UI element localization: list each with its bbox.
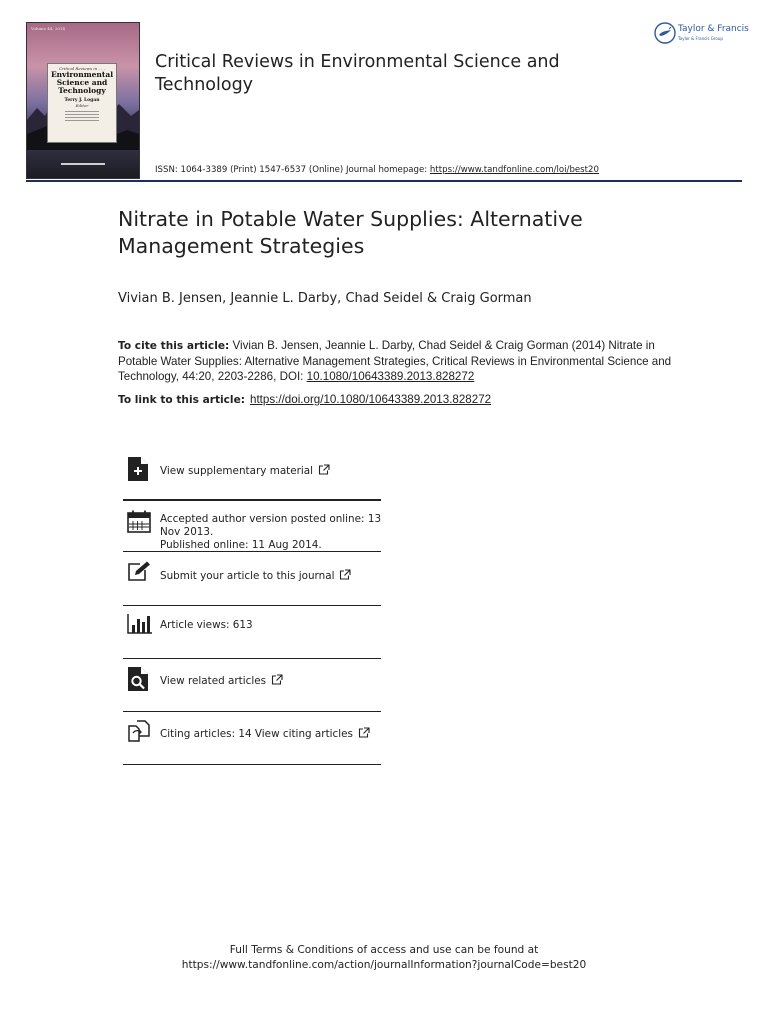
submit-article-label: Submit your article to this journal xyxy=(160,570,335,582)
cite-text: Vivian B. Jensen, Jeannie L. Darby, Chad Seidel & Craig Gorman (2014) Nitrate in Potable Water Supplies: Alternative Management Strategies, Critical Reviews in Environmental Science and Technology, 44:20, 2203-2286, DOI: xyxy=(118,339,672,383)
info-divider xyxy=(123,551,381,552)
cover-card-lines xyxy=(65,111,99,121)
related-articles-link[interactable] xyxy=(160,674,283,688)
supplementary-material-link[interactable] xyxy=(160,464,330,478)
submit-article-row[interactable] xyxy=(123,558,381,598)
article-doi-url-link[interactable]: https://doi.org/10.1080/10643389.2013.828272 xyxy=(250,393,492,406)
terms-footer xyxy=(0,943,768,973)
cover-title-line-3: Technology xyxy=(58,86,106,95)
issn-line xyxy=(155,165,599,175)
citing-articles-row[interactable] xyxy=(123,718,381,758)
published-date: Published online: 11 Aug 2014. xyxy=(160,538,322,551)
external-link-icon xyxy=(318,464,330,475)
cover-editor: Terry J. Logan xyxy=(64,98,100,103)
external-link-icon xyxy=(271,674,283,685)
cover-title-card xyxy=(47,63,117,143)
related-articles-label: View related articles xyxy=(160,675,267,687)
citing-articles-link[interactable] xyxy=(160,727,370,741)
publication-dates-text xyxy=(160,513,382,551)
info-divider xyxy=(123,658,381,659)
edit-icon xyxy=(127,560,152,582)
journal-homepage-link[interactable]: https://www.tandfonline.com/loi/best20 xyxy=(429,165,599,175)
link-label: To link to this article: xyxy=(118,394,245,406)
info-divider xyxy=(123,764,381,765)
cite-label: To cite this article: xyxy=(118,340,230,352)
article-views-text: Article views: 613 xyxy=(160,619,253,631)
supplementary-material-row[interactable] xyxy=(123,456,381,484)
cover-volume-text: Volume 44, 2014 xyxy=(31,26,66,31)
cover-title-line-2: Science and xyxy=(56,78,108,87)
journal-cover-image xyxy=(26,22,140,179)
info-divider xyxy=(123,711,381,712)
cover-title-line-1: Environmental xyxy=(50,70,114,79)
publisher-group: Taylor & Francis Group xyxy=(678,36,723,41)
document-search-icon xyxy=(127,666,149,692)
footer-terms-text: Full Terms & Conditions of access and use can be found at xyxy=(229,944,539,956)
article-authors: Vivian B. Jensen, Jeannie L. Darby, Chad Seidel & Craig Gorman xyxy=(118,291,532,306)
bar-chart-icon xyxy=(127,613,153,635)
citing-articles-label: Citing articles: 14 View citing articles xyxy=(160,728,353,740)
article-link-block xyxy=(118,393,678,406)
taylor-francis-lamp-icon xyxy=(654,22,676,44)
citing-documents-icon xyxy=(127,720,151,742)
article-title: Nitrate in Potable Water Supplies: Alternative Management Strategies xyxy=(118,207,583,258)
doi-link[interactable]: 10.1080/10643389.2013.828272 xyxy=(306,370,475,383)
external-link-icon xyxy=(339,569,351,580)
info-divider xyxy=(123,605,381,606)
submit-article-link[interactable] xyxy=(160,569,351,583)
document-plus-icon xyxy=(127,456,149,482)
supplementary-material-label: View supplementary material xyxy=(160,465,314,477)
header-divider xyxy=(26,180,742,182)
publisher-name: Taylor & Francis xyxy=(678,24,749,34)
publication-dates-row xyxy=(123,506,381,552)
related-articles-row[interactable] xyxy=(123,664,381,704)
info-divider xyxy=(123,499,381,501)
calendar-icon xyxy=(127,510,151,533)
footer-terms-url[interactable]: https://www.tandfonline.com/action/journalInformation?journalCode=best20 xyxy=(181,959,587,971)
cover-publisher-mark xyxy=(61,162,105,167)
external-link-icon xyxy=(358,727,370,738)
journal-title: Critical Reviews in Environmental Science and Technology xyxy=(155,52,560,95)
article-views-row xyxy=(123,611,381,651)
cover-card-small-text: Critical Reviews in . . . xyxy=(59,66,105,71)
cover-editor-role: Editor xyxy=(75,103,89,108)
accepted-date: Accepted author version posted online: 13 Nov 2013. xyxy=(160,513,382,538)
citation-block xyxy=(118,338,678,384)
issn-text: ISSN: 1064-3389 (Print) 1547-6537 (Online) Journal homepage: xyxy=(155,165,430,175)
